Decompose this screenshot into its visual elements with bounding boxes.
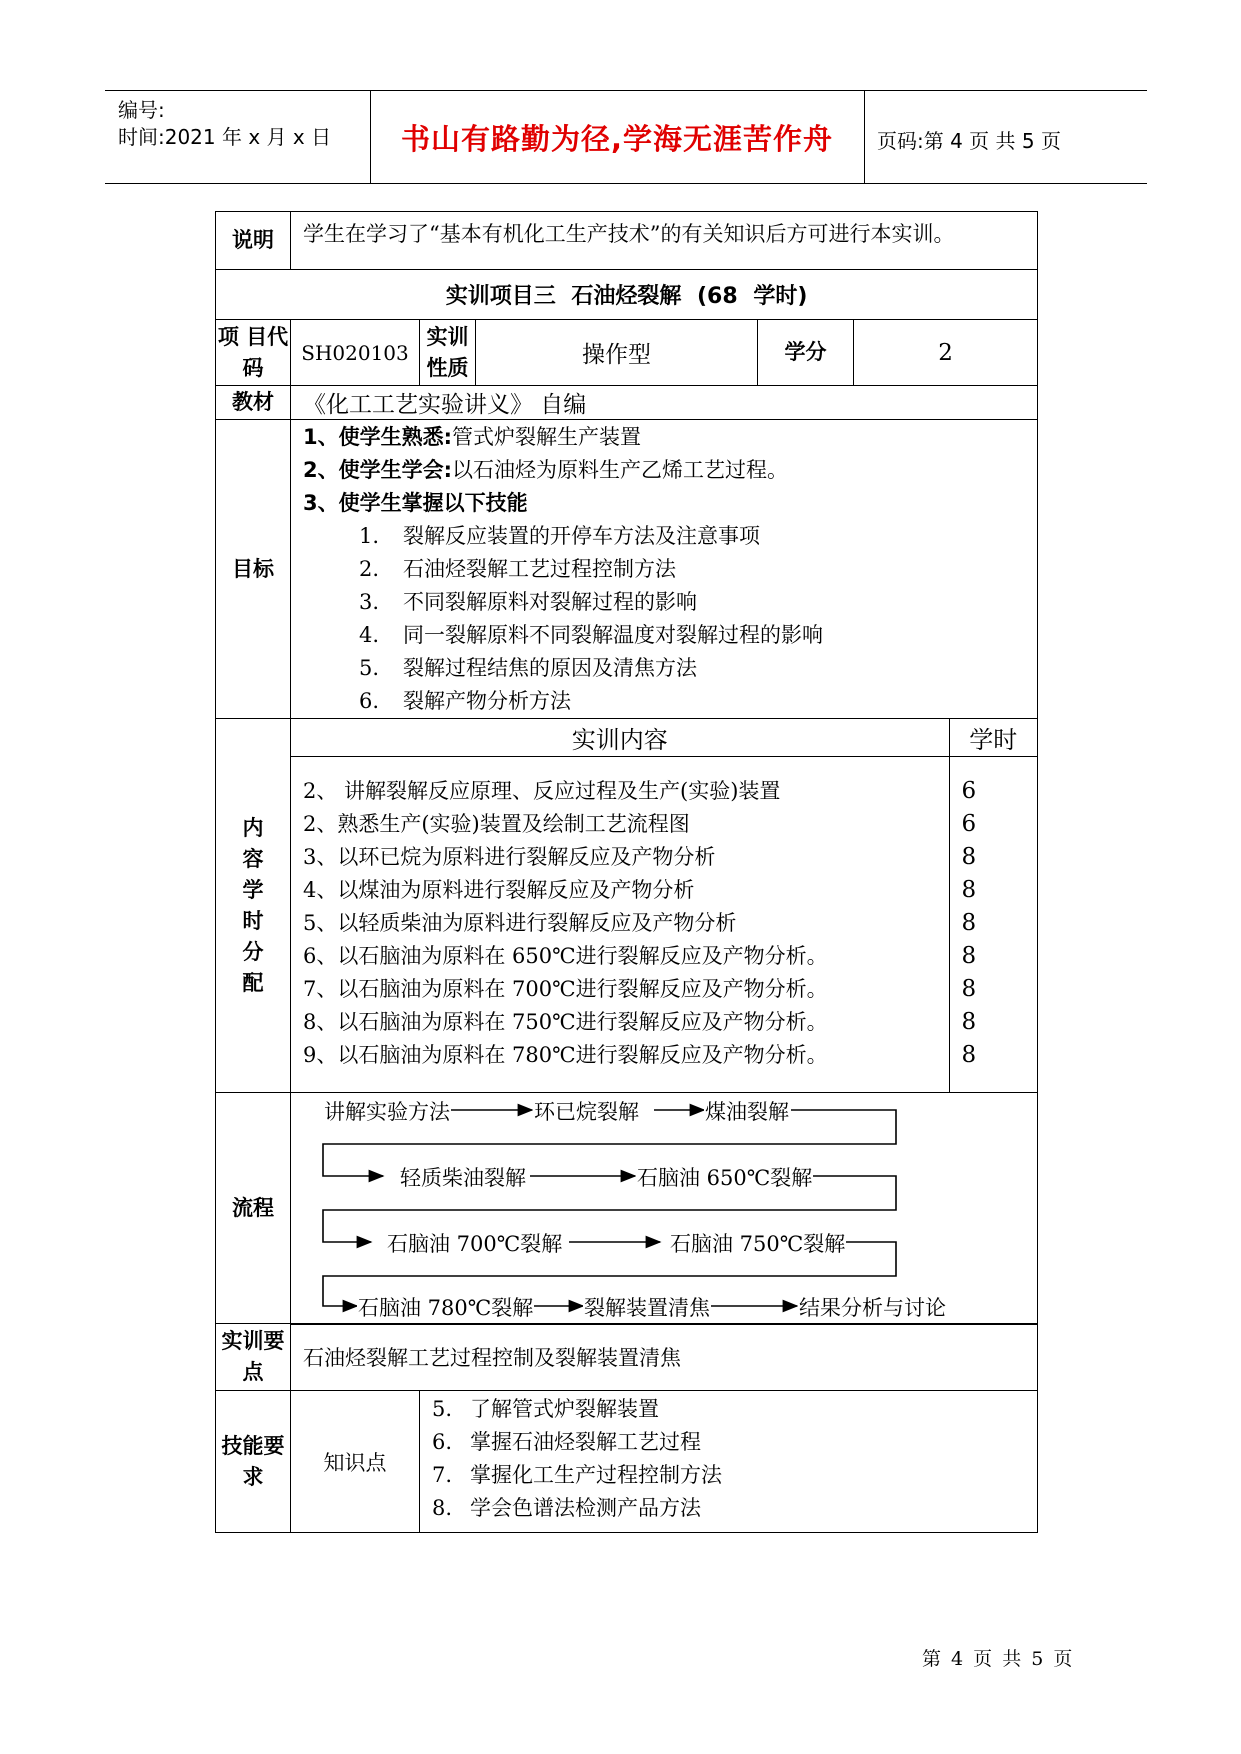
content-item: 9、以石脑油为原料在 780℃进行裂解反应及产物分析。 xyxy=(303,1042,828,1067)
hours-item: 8 xyxy=(961,843,977,870)
textbook-label: 教材 xyxy=(216,386,291,420)
title-row xyxy=(216,270,1038,320)
credit-label: 学分 xyxy=(758,320,854,386)
knowledge-item: 7. 掌握化工生产过程控制方法 xyxy=(432,1463,722,1487)
skill-item: 3. 不同裂解原料对裂解过程的影响 xyxy=(359,590,697,614)
hours-item: 6 xyxy=(961,777,977,804)
skill-label: 技能要求 xyxy=(216,1391,291,1533)
flow-label: 流程 xyxy=(216,1093,291,1324)
knowledge-label: 知识点 xyxy=(291,1391,420,1533)
content-inner-table xyxy=(291,719,1037,1092)
flow-step: 结果分析与讨论 xyxy=(798,1292,947,1322)
hours-list xyxy=(949,756,1037,1092)
desc-label: 说明 xyxy=(216,212,291,270)
nature-label: 实训性质 xyxy=(420,320,476,386)
header-divider-left xyxy=(370,90,371,183)
flow-step: 石脑油 780℃裂解 xyxy=(357,1292,534,1322)
flow-step: 煤油裂解 xyxy=(704,1096,790,1126)
flow-row xyxy=(216,1093,1038,1324)
header-time-label: 时间:2021 年 x 月 x 日 xyxy=(118,125,332,149)
content-row xyxy=(216,719,1038,1093)
footer-page-number: 第 4 页 共 5 页 xyxy=(922,1648,1075,1670)
hours-item: 8 xyxy=(961,975,977,1002)
flow-cell xyxy=(291,1093,1038,1324)
header-top-rule xyxy=(105,90,1147,91)
hours-item: 8 xyxy=(961,942,977,969)
hours-item: 8 xyxy=(961,909,977,936)
header-motto: 书山有路勤为径,学海无涯苦作舟 xyxy=(400,122,834,156)
content-item: 8、以石脑油为原料在 750℃进行裂解反应及产物分析。 xyxy=(303,1009,828,1034)
flow-step: 石脑油 750℃裂解 xyxy=(669,1228,846,1258)
content-label: 内容学时分配 xyxy=(216,719,291,1093)
knowledge-item: 6. 掌握石油烃裂解工艺过程 xyxy=(432,1430,701,1454)
project-title: 实训项目三 石油烃裂解 (68 学时) xyxy=(216,270,1038,320)
header-number-label: 编号: xyxy=(118,98,165,122)
skill-item: 1. 裂解反应装置的开停车方法及注意事项 xyxy=(359,524,760,548)
knowledge-item: 8. 学会色谱法检测产品方法 xyxy=(432,1496,701,1520)
code-value: SH020103 xyxy=(291,320,420,386)
flow-connectors xyxy=(291,1093,1036,1322)
content-item: 6、以石脑油为原料在 650℃进行裂解反应及产物分析。 xyxy=(303,943,828,968)
goal-item: 3、使学生掌握以下技能 xyxy=(303,491,528,515)
credit-value: 2 xyxy=(854,320,1038,386)
key-label: 实训要点 xyxy=(216,1324,291,1391)
desc-text: 学生在学习了“基本有机化工生产技术”的有关知识后方可进行本实训。 xyxy=(291,212,1038,270)
content-item: 4、以煤油为原料进行裂解反应及产物分析 xyxy=(303,877,695,902)
training-table xyxy=(215,211,1038,1533)
flow-step: 轻质柴油裂解 xyxy=(399,1162,527,1192)
header-page-label: 页码:第 4 页 共 5 页 xyxy=(877,129,1061,153)
goal-item: 2、使学生学会:以石油烃为原料生产乙烯工艺过程。 xyxy=(303,458,789,482)
content-item: 3、以环已烷为原料进行裂解反应及产物分析 xyxy=(303,844,716,869)
flow-step: 裂解装置清焦 xyxy=(583,1292,711,1322)
knowledge-list xyxy=(420,1391,1038,1533)
textbook-row xyxy=(216,386,1038,420)
goal-label: 目标 xyxy=(216,420,291,719)
content-cell xyxy=(291,719,1038,1093)
desc-row xyxy=(216,212,1038,270)
hours-header: 学时 xyxy=(949,719,1037,756)
content-item: 7、以石脑油为原料在 700℃进行裂解反应及产物分析。 xyxy=(303,976,828,1001)
hours-item: 8 xyxy=(961,1008,977,1035)
knowledge-item: 5. 了解管式炉裂解装置 xyxy=(432,1397,659,1421)
header-bottom-rule xyxy=(105,183,1147,184)
hours-item: 8 xyxy=(961,1041,977,1068)
flow-step: 石脑油 650℃裂解 xyxy=(636,1162,813,1192)
goal-row xyxy=(216,420,1038,719)
nature-value: 操作型 xyxy=(476,320,758,386)
key-text: 石油烃裂解工艺过程控制及裂解装置清焦 xyxy=(291,1324,1038,1391)
skill-item: 4. 同一裂解原料不同裂解温度对裂解过程的影响 xyxy=(359,623,823,647)
hours-item: 8 xyxy=(961,876,977,903)
key-row xyxy=(216,1324,1038,1391)
flow-step: 环已烷裂解 xyxy=(533,1096,640,1126)
skill-row xyxy=(216,1391,1038,1533)
content-list xyxy=(291,756,949,1092)
flow-diagram xyxy=(291,1093,1037,1322)
hours-item: 6 xyxy=(961,810,977,837)
content-item: 5、以轻质柴油为原料进行裂解反应及产物分析 xyxy=(303,910,737,935)
textbook-value: 《化工工艺实验讲义》 自编 xyxy=(291,386,1038,420)
code-row xyxy=(216,320,1038,386)
code-label: 项 目代码 xyxy=(216,320,291,386)
flow-step: 石脑油 700℃裂解 xyxy=(386,1228,563,1258)
content-item: 2、熟悉生产(实验)装置及绘制工艺流程图 xyxy=(303,811,690,836)
goal-content xyxy=(291,420,1038,719)
content-item: 2、 讲解裂解反应原理、反应过程及生产(实验)装置 xyxy=(303,778,781,803)
goal-item: 1、使学生熟悉:管式炉裂解生产装置 xyxy=(303,425,642,449)
skill-item: 5. 裂解过程结焦的原因及清焦方法 xyxy=(359,656,697,680)
flow-step: 讲解实验方法 xyxy=(323,1096,451,1126)
skill-item: 2. 石油烃裂解工艺过程控制方法 xyxy=(359,557,676,581)
content-header: 实训内容 xyxy=(291,719,949,756)
skill-item: 6. 裂解产物分析方法 xyxy=(359,689,571,713)
header-divider-right xyxy=(864,90,865,183)
